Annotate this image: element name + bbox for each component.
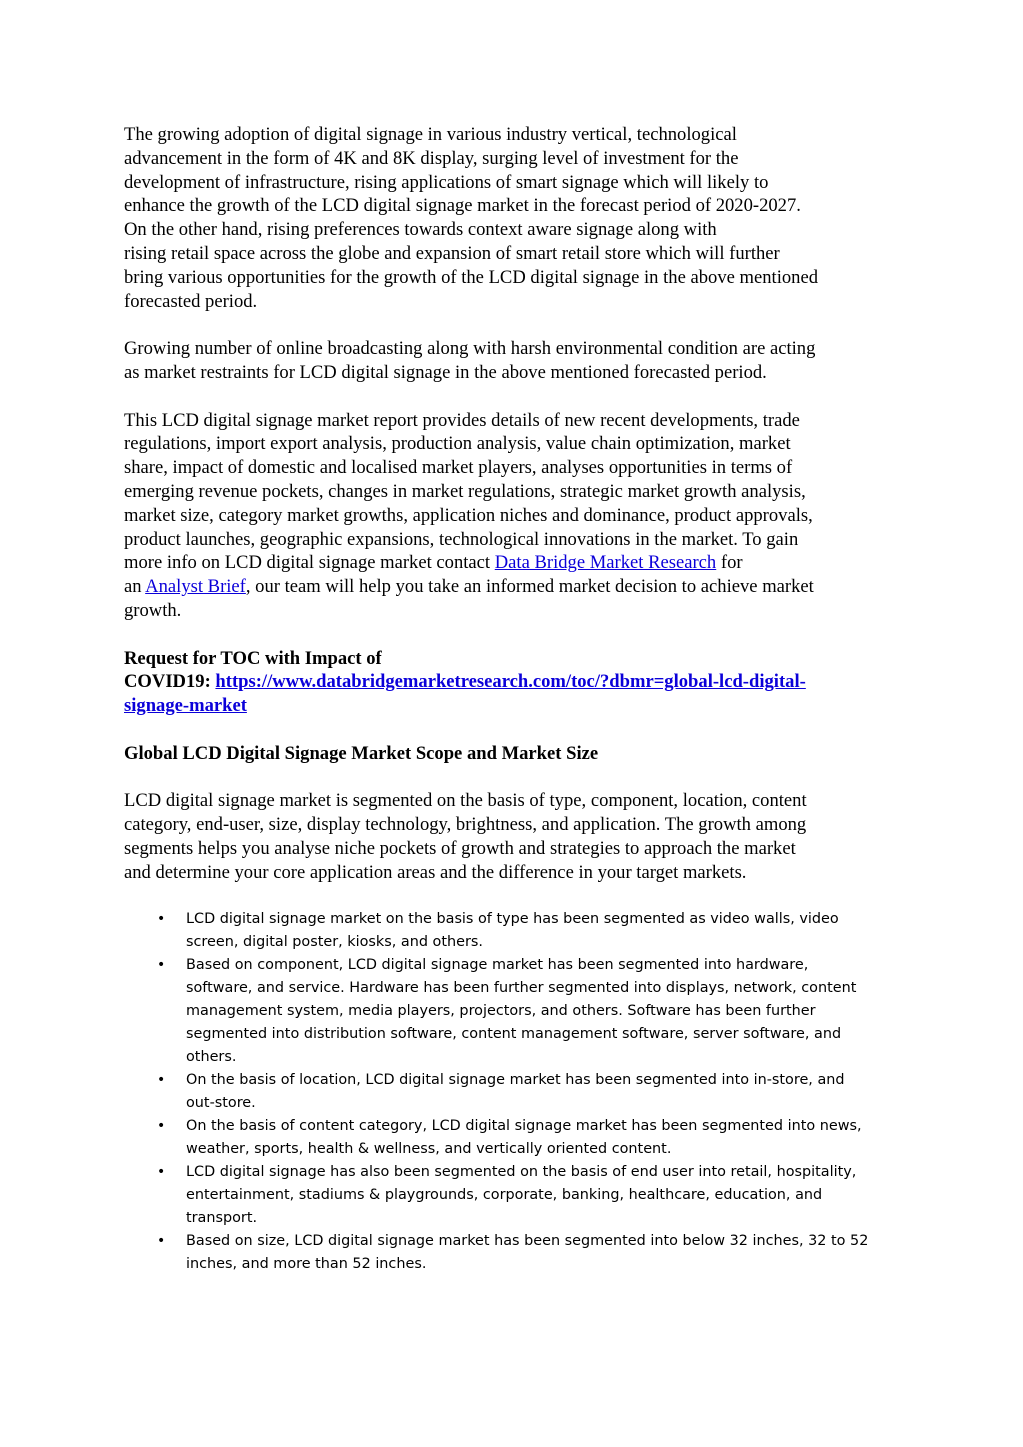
bullet-icon: • — [157, 1072, 166, 1089]
text-line: product launches, geographic expansions, technological innovations in the market. To gain — [124, 528, 799, 550]
text-line — [124, 670, 904, 694]
text-segment: an — [124, 576, 146, 598]
data-bridge-market-research-link[interactable]: Data Bridge Market Research — [494, 552, 717, 574]
bullet-icon: • — [157, 957, 166, 974]
toc-request — [124, 647, 904, 718]
list-item — [124, 1115, 904, 1161]
text-line — [124, 694, 904, 718]
text-line: software, and service. Hardware has been further segmented into displays, network, content — [186, 980, 857, 997]
text-line: inches, and more than 52 inches. — [186, 1256, 427, 1273]
paragraph-market-drivers — [124, 123, 904, 313]
bullet-icon: • — [157, 1164, 166, 1181]
text-line: growth. — [124, 599, 182, 621]
text-line: rising retail space across the globe and expansion of smart retail store which will further — [124, 242, 780, 264]
section-heading: Global LCD Digital Signage Market Scope and Market Size — [124, 742, 599, 764]
text-line — [124, 551, 904, 575]
paragraph-market-restraints — [124, 337, 904, 385]
text-segment: , our team will help you take an informed market decision to achieve market — [245, 576, 814, 598]
bullet-icon: • — [157, 911, 166, 928]
text-line: segments helps you analyse niche pockets of growth and strategies to approach the market — [124, 837, 796, 859]
list-item — [124, 908, 904, 954]
segment-bullet-list — [124, 908, 904, 1276]
text-line: regulations, import export analysis, production analysis, value chain optimization, market — [124, 433, 791, 455]
text-line: out-store. — [186, 1095, 256, 1112]
text-line: LCD digital signage market on the basis of type has been segmented as video walls, video — [186, 911, 839, 928]
text-line: This LCD digital signage market report provides details of new recent developments, trade — [124, 409, 800, 431]
text-line: share, impact of domestic and localised market players, analyses opportunities in terms of — [124, 457, 793, 479]
text-line: screen, digital poster, kiosks, and others. — [186, 934, 483, 951]
text-line: others. — [186, 1049, 237, 1066]
analyst-brief-link[interactable]: Analyst Brief — [145, 576, 246, 598]
text-line: Based on component, LCD digital signage market has been segmented into hardware, — [186, 957, 809, 974]
paragraph-segmentation — [124, 789, 904, 884]
list-item — [124, 1069, 904, 1115]
bullet-icon: • — [157, 1118, 166, 1135]
text-line: segmented into distribution software, content management software, server software, and — [186, 1026, 842, 1043]
text-line: emerging revenue pockets, changes in market regulations, strategic market growth analysis, — [124, 480, 806, 502]
text-line — [124, 575, 904, 599]
text-line: entertainment, stadiums & playgrounds, corporate, banking, healthcare, education, and — [186, 1187, 823, 1204]
text-line: weather, sports, health & wellness, and vertically oriented content. — [186, 1141, 672, 1158]
list-item — [124, 954, 904, 1069]
text-line: Growing number of online broadcasting along with harsh environmental condition are acting — [124, 338, 816, 360]
text-line: On the basis of content category, LCD digital signage market has been segmented into news, — [186, 1118, 862, 1135]
list-item — [124, 1161, 904, 1230]
text-segment: for — [716, 552, 743, 574]
toc-request-label: Request for TOC with Impact of — [124, 647, 382, 669]
text-line: market size, category market growths, application niches and dominance, product approvals, — [124, 504, 813, 526]
text-line: and determine your core application areas and the difference in your target markets. — [124, 861, 747, 883]
text-line: development of infrastructure, rising applications of smart signage which will likely to — [124, 171, 769, 193]
text-line: category, end-user, size, display technology, brightness, and application. The growth among — [124, 814, 807, 836]
toc-url-link-continued[interactable]: signage-market — [124, 695, 247, 717]
text-line: as market restraints for LCD digital signage in the above mentioned forecasted period. — [124, 361, 767, 383]
list-item — [124, 1230, 904, 1276]
text-line: LCD digital signage has also been segmented on the basis of end user into retail, hospitality, — [186, 1164, 857, 1181]
text-line: forecasted period. — [124, 290, 258, 312]
text-line: The growing adoption of digital signage in various industry vertical, technological — [124, 124, 737, 145]
paragraph-report-details — [124, 409, 904, 623]
document-page — [124, 123, 904, 1276]
text-line: LCD digital signage market is segmented on the basis of type, component, location, content — [124, 790, 807, 812]
toc-url-link[interactable]: https://www.databridgemarketresearch.com/toc/?dbmr=global-lcd-digital- — [215, 671, 806, 693]
text-line: management system, media players, projectors, and others. Software has been further — [186, 1003, 816, 1020]
text-segment: more info on LCD digital signage market contact — [124, 552, 495, 574]
text-line: Based on size, LCD digital signage market has been segmented into below 32 inches, 32 to 52 — [186, 1233, 869, 1250]
text-line: transport. — [186, 1210, 258, 1227]
text-line: bring various opportunities for the growth of the LCD digital signage in the above mentioned — [124, 266, 819, 288]
text-line: On the other hand, rising preferences towards context aware signage along with — [124, 219, 717, 241]
bullet-icon: • — [157, 1233, 166, 1250]
toc-request-label: COVID19: — [124, 671, 216, 693]
text-line: enhance the growth of the LCD digital signage market in the forecast period of 2020-2027. — [124, 195, 801, 217]
text-line: advancement in the form of 4K and 8K display, surging level of investment for the — [124, 147, 739, 169]
text-line: On the basis of location, LCD digital signage market has been segmented into in-store, and — [186, 1072, 845, 1089]
